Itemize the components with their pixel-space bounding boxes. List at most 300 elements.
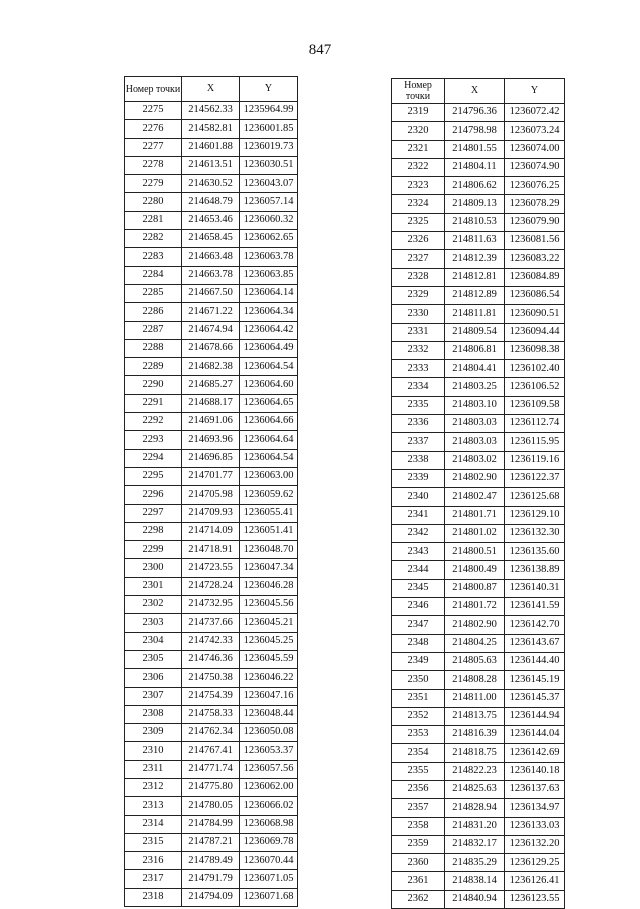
- point-number-cell: 2284: [125, 266, 182, 284]
- x-cell: 214822.23: [445, 762, 505, 780]
- x-cell: 214804.25: [445, 634, 505, 652]
- x-cell: 214816.39: [445, 726, 505, 744]
- point-number-cell: 2346: [392, 598, 445, 616]
- y-cell: 1236135.60: [505, 543, 565, 561]
- table-row: [392, 524, 565, 542]
- y-cell: 1236145.19: [505, 671, 565, 689]
- table-row: [125, 193, 298, 211]
- y-cell: 1236030.51: [240, 156, 298, 174]
- header-y: Y: [240, 77, 298, 102]
- x-cell: 214802.90: [445, 469, 505, 487]
- x-cell: 214840.94: [445, 890, 505, 908]
- table-row: [392, 890, 565, 908]
- point-number-cell: 2278: [125, 156, 182, 174]
- y-cell: 1236115.95: [505, 433, 565, 451]
- y-cell: 1236051.41: [240, 522, 298, 540]
- y-cell: 1236019.73: [240, 138, 298, 156]
- x-cell: 214682.38: [182, 358, 240, 376]
- x-cell: 214831.20: [445, 817, 505, 835]
- y-cell: 1236112.74: [505, 415, 565, 433]
- table-row: [392, 671, 565, 689]
- table-row: [125, 778, 298, 796]
- table-row: [125, 284, 298, 302]
- y-cell: 1236070.44: [240, 852, 298, 870]
- x-cell: 214832.17: [445, 835, 505, 853]
- point-number-cell: 2333: [392, 360, 445, 378]
- x-cell: 214801.71: [445, 506, 505, 524]
- table-header-row: [125, 77, 298, 102]
- point-number-cell: 2296: [125, 486, 182, 504]
- y-cell: 1236137.63: [505, 780, 565, 798]
- x-cell: 214663.48: [182, 248, 240, 266]
- point-number-cell: 2287: [125, 321, 182, 339]
- x-cell: 214801.02: [445, 524, 505, 542]
- table-row: [392, 213, 565, 231]
- x-cell: 214693.96: [182, 431, 240, 449]
- point-number-cell: 2354: [392, 744, 445, 762]
- x-cell: 214809.54: [445, 323, 505, 341]
- y-cell: 1236062.65: [240, 230, 298, 248]
- table-row: [125, 541, 298, 559]
- point-number-cell: 2295: [125, 467, 182, 485]
- table-row: [392, 360, 565, 378]
- y-cell: 1236106.52: [505, 378, 565, 396]
- point-number-cell: 2277: [125, 138, 182, 156]
- y-cell: 1236074.00: [505, 140, 565, 158]
- x-cell: 214771.74: [182, 760, 240, 778]
- x-cell: 214794.09: [182, 888, 240, 906]
- y-cell: 1236083.22: [505, 250, 565, 268]
- table-row: [125, 138, 298, 156]
- x-cell: 214806.62: [445, 177, 505, 195]
- point-number-cell: 2342: [392, 524, 445, 542]
- point-number-cell: 2341: [392, 506, 445, 524]
- y-cell: 1236123.55: [505, 890, 565, 908]
- table-row: [125, 358, 298, 376]
- x-cell: 214800.49: [445, 561, 505, 579]
- table-row: [392, 762, 565, 780]
- y-cell: 1236140.18: [505, 762, 565, 780]
- y-cell: 1236094.44: [505, 323, 565, 341]
- table-header-row: [392, 79, 565, 104]
- point-number-cell: 2286: [125, 303, 182, 321]
- table-row: [392, 396, 565, 414]
- y-cell: 1236098.38: [505, 341, 565, 359]
- x-cell: 214653.46: [182, 211, 240, 229]
- point-number-cell: 2289: [125, 358, 182, 376]
- x-cell: 214737.66: [182, 614, 240, 632]
- table-row: [125, 870, 298, 888]
- point-number-cell: 2334: [392, 378, 445, 396]
- table-row: [125, 321, 298, 339]
- table-row: [125, 303, 298, 321]
- point-number-cell: 2275: [125, 102, 182, 120]
- x-cell: 214630.52: [182, 175, 240, 193]
- table-row: [125, 248, 298, 266]
- table-row: [392, 488, 565, 506]
- y-cell: 1236059.62: [240, 486, 298, 504]
- table-row: [392, 286, 565, 304]
- table-row: [125, 888, 298, 906]
- table-row: [125, 705, 298, 723]
- table-row: [392, 451, 565, 469]
- table-row: [392, 726, 565, 744]
- y-cell: 1236140.31: [505, 579, 565, 597]
- x-cell: 214750.38: [182, 669, 240, 687]
- y-cell: 1236057.56: [240, 760, 298, 778]
- x-cell: 214582.81: [182, 120, 240, 138]
- table-row: [392, 305, 565, 323]
- x-cell: 214775.80: [182, 778, 240, 796]
- header-point-number: Номер точки: [125, 77, 182, 102]
- y-cell: 1236134.97: [505, 799, 565, 817]
- table-row: [125, 833, 298, 851]
- point-number-cell: 2321: [392, 140, 445, 158]
- x-cell: 214688.17: [182, 394, 240, 412]
- y-cell: 1236064.66: [240, 413, 298, 431]
- point-number-cell: 2297: [125, 504, 182, 522]
- x-cell: 214798.98: [445, 122, 505, 140]
- y-cell: 1236142.69: [505, 744, 565, 762]
- y-cell: 1235964.99: [240, 102, 298, 120]
- x-cell: 214828.94: [445, 799, 505, 817]
- point-number-cell: 2348: [392, 634, 445, 652]
- y-cell: 1236064.65: [240, 394, 298, 412]
- table-row: [392, 433, 565, 451]
- table-row: [392, 232, 565, 250]
- point-number-cell: 2308: [125, 705, 182, 723]
- point-number-cell: 2323: [392, 177, 445, 195]
- point-number-cell: 2285: [125, 284, 182, 302]
- x-cell: 214808.28: [445, 671, 505, 689]
- table-row: [125, 394, 298, 412]
- x-cell: 214804.41: [445, 360, 505, 378]
- point-number-cell: 2331: [392, 323, 445, 341]
- x-cell: 214803.02: [445, 451, 505, 469]
- y-cell: 1236141.59: [505, 598, 565, 616]
- y-cell: 1236064.54: [240, 358, 298, 376]
- y-cell: 1236062.00: [240, 778, 298, 796]
- point-number-cell: 2309: [125, 724, 182, 742]
- y-cell: 1236078.29: [505, 195, 565, 213]
- x-cell: 214811.63: [445, 232, 505, 250]
- table-row: [125, 577, 298, 595]
- table-row: [125, 559, 298, 577]
- x-cell: 214838.14: [445, 872, 505, 890]
- coordinates-table-left: [124, 76, 298, 907]
- point-number-cell: 2338: [392, 451, 445, 469]
- point-number-cell: 2340: [392, 488, 445, 506]
- point-number-cell: 2317: [125, 870, 182, 888]
- point-number-cell: 2310: [125, 742, 182, 760]
- point-number-cell: 2281: [125, 211, 182, 229]
- y-cell: 1236084.89: [505, 268, 565, 286]
- y-cell: 1236132.30: [505, 524, 565, 542]
- x-cell: 214784.99: [182, 815, 240, 833]
- header-point-number: Номер точки: [392, 79, 445, 104]
- table-row: [125, 431, 298, 449]
- x-cell: 214613.51: [182, 156, 240, 174]
- x-cell: 214796.36: [445, 104, 505, 122]
- point-number-cell: 2343: [392, 543, 445, 561]
- point-number-cell: 2315: [125, 833, 182, 851]
- y-cell: 1236142.70: [505, 616, 565, 634]
- table-row: [125, 449, 298, 467]
- x-cell: 214685.27: [182, 376, 240, 394]
- x-cell: 214803.03: [445, 433, 505, 451]
- table-row: [392, 817, 565, 835]
- point-number-cell: 2359: [392, 835, 445, 853]
- x-cell: 214754.39: [182, 687, 240, 705]
- x-cell: 214789.49: [182, 852, 240, 870]
- point-number-cell: 2298: [125, 522, 182, 540]
- y-cell: 1236045.59: [240, 650, 298, 668]
- point-number-cell: 2291: [125, 394, 182, 412]
- x-cell: 214813.75: [445, 707, 505, 725]
- point-number-cell: 2329: [392, 286, 445, 304]
- table-row: [125, 486, 298, 504]
- point-number-cell: 2344: [392, 561, 445, 579]
- table-row: [392, 177, 565, 195]
- point-number-cell: 2330: [392, 305, 445, 323]
- table-row: [392, 378, 565, 396]
- table-row: [125, 797, 298, 815]
- y-cell: 1236045.21: [240, 614, 298, 632]
- table-row: [125, 687, 298, 705]
- y-cell: 1236071.05: [240, 870, 298, 888]
- x-cell: 214701.77: [182, 467, 240, 485]
- point-number-cell: 2320: [392, 122, 445, 140]
- table-row: [125, 760, 298, 778]
- y-cell: 1236066.02: [240, 797, 298, 815]
- point-number-cell: 2319: [392, 104, 445, 122]
- table-row: [392, 506, 565, 524]
- table-row: [125, 266, 298, 284]
- table-row: [392, 415, 565, 433]
- x-cell: 214767.41: [182, 742, 240, 760]
- point-number-cell: 2332: [392, 341, 445, 359]
- x-cell: 214825.63: [445, 780, 505, 798]
- y-cell: 1236072.42: [505, 104, 565, 122]
- y-cell: 1236125.68: [505, 488, 565, 506]
- x-cell: 214835.29: [445, 854, 505, 872]
- point-number-cell: 2337: [392, 433, 445, 451]
- x-cell: 214805.63: [445, 652, 505, 670]
- point-number-cell: 2288: [125, 339, 182, 357]
- y-cell: 1236144.40: [505, 652, 565, 670]
- point-number-cell: 2324: [392, 195, 445, 213]
- point-number-cell: 2349: [392, 652, 445, 670]
- y-cell: 1236122.37: [505, 469, 565, 487]
- point-number-cell: 2355: [392, 762, 445, 780]
- table-row: [125, 669, 298, 687]
- x-cell: 214732.95: [182, 596, 240, 614]
- x-cell: 214696.85: [182, 449, 240, 467]
- y-cell: 1236086.54: [505, 286, 565, 304]
- y-cell: 1236119.16: [505, 451, 565, 469]
- point-number-cell: 2307: [125, 687, 182, 705]
- point-number-cell: 2294: [125, 449, 182, 467]
- y-cell: 1236129.25: [505, 854, 565, 872]
- table-row: [392, 122, 565, 140]
- point-number-cell: 2316: [125, 852, 182, 870]
- point-number-cell: 2303: [125, 614, 182, 632]
- table-row: [392, 158, 565, 176]
- y-cell: 1236043.07: [240, 175, 298, 193]
- table-row: [392, 469, 565, 487]
- table-row: [392, 780, 565, 798]
- y-cell: 1236076.25: [505, 177, 565, 195]
- y-cell: 1236143.67: [505, 634, 565, 652]
- x-cell: 214810.53: [445, 213, 505, 231]
- table-row: [125, 156, 298, 174]
- table-row: [392, 543, 565, 561]
- x-cell: 214803.25: [445, 378, 505, 396]
- table-row: [125, 120, 298, 138]
- table-row: [392, 872, 565, 890]
- y-cell: 1236129.10: [505, 506, 565, 524]
- y-cell: 1236047.34: [240, 559, 298, 577]
- point-number-cell: 2280: [125, 193, 182, 211]
- y-cell: 1236001.85: [240, 120, 298, 138]
- x-cell: 214800.87: [445, 579, 505, 597]
- y-cell: 1236064.60: [240, 376, 298, 394]
- table-row: [392, 579, 565, 597]
- y-cell: 1236081.56: [505, 232, 565, 250]
- y-cell: 1236090.51: [505, 305, 565, 323]
- point-number-cell: 2301: [125, 577, 182, 595]
- point-number-cell: 2318: [125, 888, 182, 906]
- table-row: [125, 742, 298, 760]
- table-row: [125, 815, 298, 833]
- point-number-cell: 2358: [392, 817, 445, 835]
- table-row: [392, 854, 565, 872]
- table-row: [125, 376, 298, 394]
- x-cell: 214803.03: [445, 415, 505, 433]
- point-number-cell: 2279: [125, 175, 182, 193]
- x-cell: 214667.50: [182, 284, 240, 302]
- y-cell: 1236064.64: [240, 431, 298, 449]
- y-cell: 1236074.90: [505, 158, 565, 176]
- point-number-cell: 2351: [392, 689, 445, 707]
- table-row: [392, 652, 565, 670]
- table-row: [392, 616, 565, 634]
- table-row: [392, 195, 565, 213]
- x-cell: 214601.88: [182, 138, 240, 156]
- x-cell: 214812.81: [445, 268, 505, 286]
- table-row: [125, 614, 298, 632]
- x-cell: 214663.78: [182, 266, 240, 284]
- table-row: [125, 504, 298, 522]
- x-cell: 214742.33: [182, 632, 240, 650]
- point-number-cell: 2322: [392, 158, 445, 176]
- table-row: [392, 323, 565, 341]
- table-row: [392, 744, 565, 762]
- point-number-cell: 2313: [125, 797, 182, 815]
- y-cell: 1236069.78: [240, 833, 298, 851]
- point-number-cell: 2299: [125, 541, 182, 559]
- point-number-cell: 2347: [392, 616, 445, 634]
- point-number-cell: 2335: [392, 396, 445, 414]
- y-cell: 1236145.37: [505, 689, 565, 707]
- table-row: [125, 102, 298, 120]
- y-cell: 1236064.34: [240, 303, 298, 321]
- y-cell: 1236132.20: [505, 835, 565, 853]
- table-row: [392, 799, 565, 817]
- x-cell: 214812.39: [445, 250, 505, 268]
- point-number-cell: 2357: [392, 799, 445, 817]
- point-number-cell: 2336: [392, 415, 445, 433]
- x-cell: 214811.00: [445, 689, 505, 707]
- point-number-cell: 2339: [392, 469, 445, 487]
- table-row: [125, 522, 298, 540]
- y-cell: 1236047.16: [240, 687, 298, 705]
- x-cell: 214746.36: [182, 650, 240, 668]
- table-row: [392, 140, 565, 158]
- point-number-cell: 2312: [125, 778, 182, 796]
- table-row: [125, 211, 298, 229]
- y-cell: 1236073.24: [505, 122, 565, 140]
- table-row: [125, 724, 298, 742]
- y-cell: 1236068.98: [240, 815, 298, 833]
- x-cell: 214803.10: [445, 396, 505, 414]
- x-cell: 214809.13: [445, 195, 505, 213]
- point-number-cell: 2350: [392, 671, 445, 689]
- point-number-cell: 2311: [125, 760, 182, 778]
- table-row: [392, 598, 565, 616]
- y-cell: 1236079.90: [505, 213, 565, 231]
- coordinates-table-right: [391, 78, 565, 909]
- table-row: [392, 341, 565, 359]
- table-row: [125, 175, 298, 193]
- header-y: Y: [505, 79, 565, 104]
- y-cell: 1236050.08: [240, 724, 298, 742]
- point-number-cell: 2300: [125, 559, 182, 577]
- table-row: [392, 707, 565, 725]
- point-number-cell: 2356: [392, 780, 445, 798]
- x-cell: 214714.09: [182, 522, 240, 540]
- y-cell: 1236063.85: [240, 266, 298, 284]
- x-cell: 214723.55: [182, 559, 240, 577]
- x-cell: 214812.89: [445, 286, 505, 304]
- point-number-cell: 2361: [392, 872, 445, 890]
- y-cell: 1236046.22: [240, 669, 298, 687]
- y-cell: 1236060.32: [240, 211, 298, 229]
- point-number-cell: 2293: [125, 431, 182, 449]
- x-cell: 214787.21: [182, 833, 240, 851]
- point-number-cell: 2362: [392, 890, 445, 908]
- y-cell: 1236144.94: [505, 707, 565, 725]
- point-number-cell: 2327: [392, 250, 445, 268]
- table-row: [125, 467, 298, 485]
- x-cell: 214678.66: [182, 339, 240, 357]
- y-cell: 1236053.37: [240, 742, 298, 760]
- table-row: [392, 104, 565, 122]
- x-cell: 214818.75: [445, 744, 505, 762]
- x-cell: 214705.98: [182, 486, 240, 504]
- point-number-cell: 2292: [125, 413, 182, 431]
- x-cell: 214811.81: [445, 305, 505, 323]
- table-row: [125, 632, 298, 650]
- point-number-cell: 2290: [125, 376, 182, 394]
- x-cell: 214806.81: [445, 341, 505, 359]
- y-cell: 1236046.28: [240, 577, 298, 595]
- point-number-cell: 2314: [125, 815, 182, 833]
- point-number-cell: 2360: [392, 854, 445, 872]
- table-row: [392, 689, 565, 707]
- x-cell: 214562.33: [182, 102, 240, 120]
- y-cell: 1236063.00: [240, 467, 298, 485]
